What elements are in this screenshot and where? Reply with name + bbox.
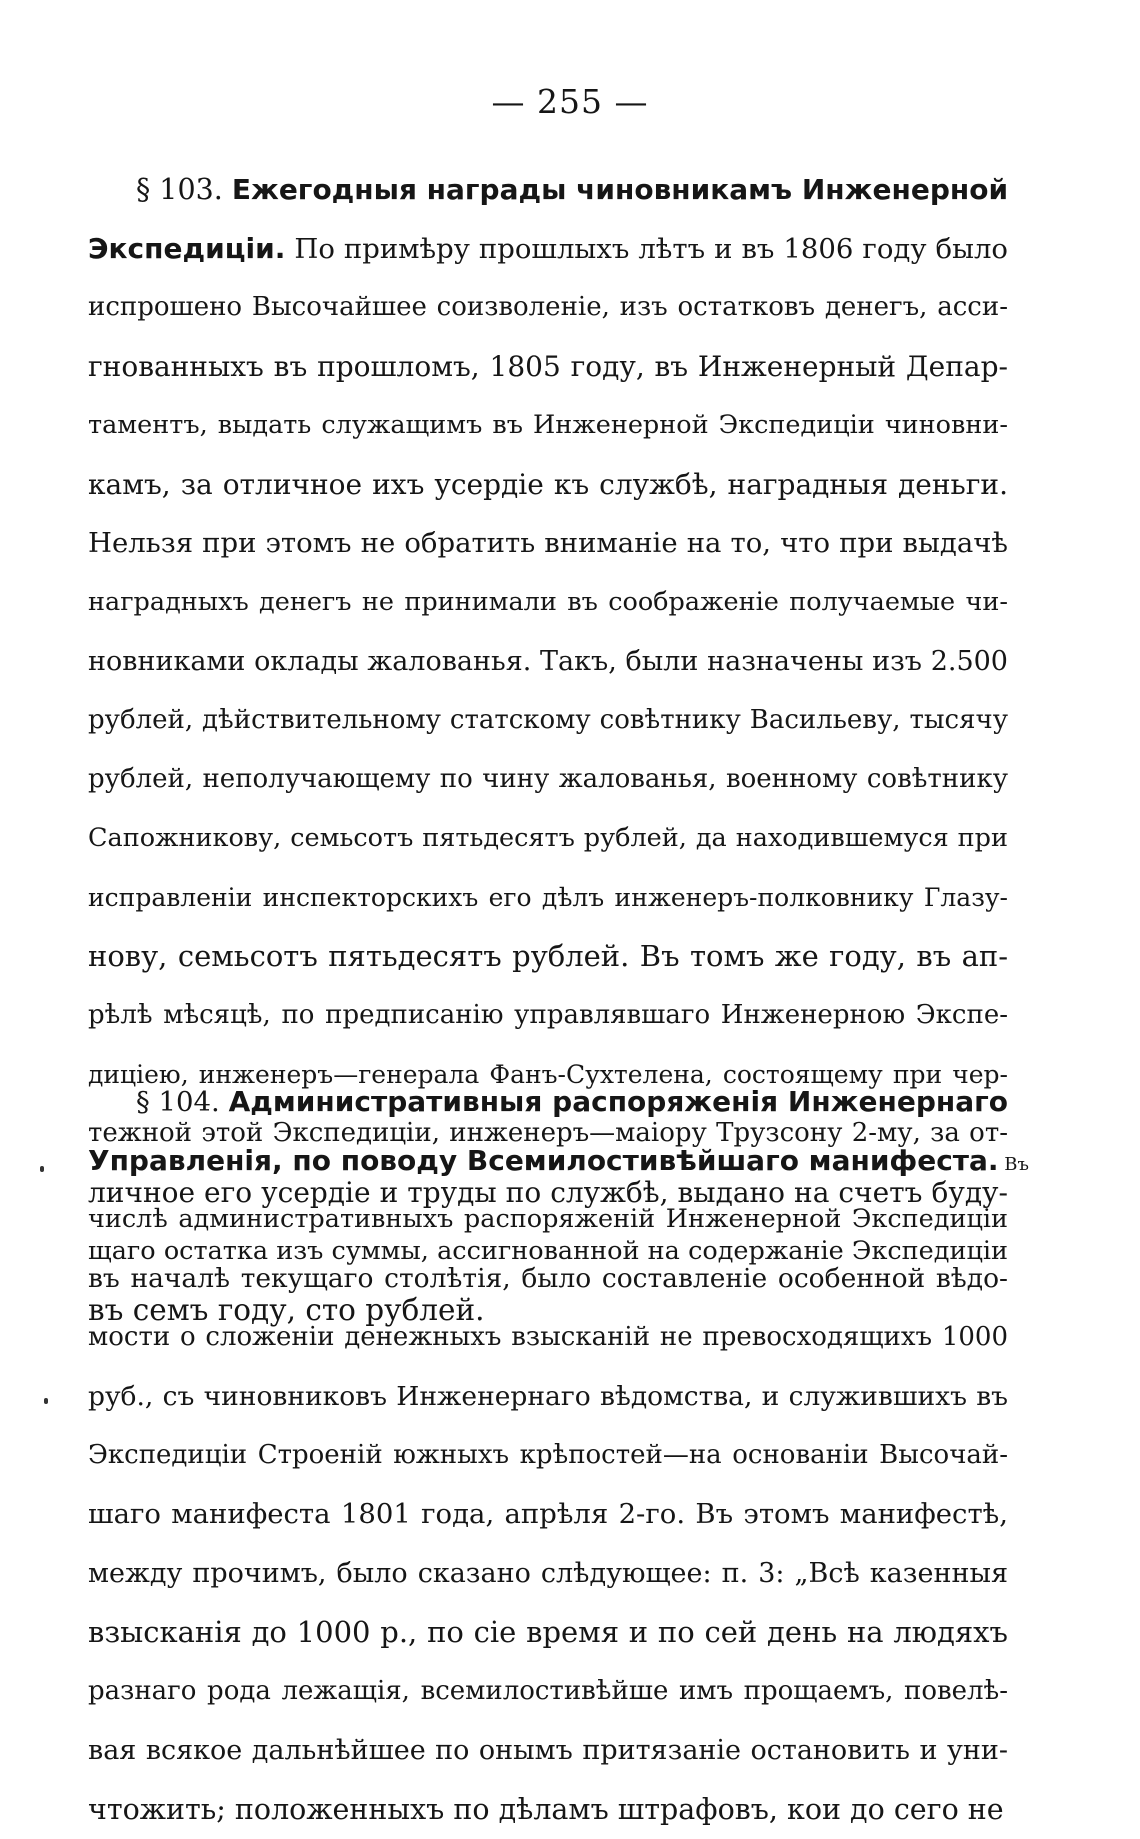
body-text: гнованныхъ въ прошломъ, 1805 году, въ Инженерный Депар- [88, 350, 1008, 383]
body-text: таментъ, выдать служащимъ въ Инженерной Экспедиціи чиновни- [88, 410, 1008, 440]
text-line [88, 1367, 1008, 1426]
text-line [88, 691, 1008, 750]
body-text: щаго остатка изъ суммы, ассигнованной на содержаніе Экспедиціи [88, 1236, 1008, 1266]
body-text: новниками оклады жалованья. Такъ, были назначены изъ 2.500 [88, 646, 1008, 677]
section-heading: Ежегодныя награды чиновникамъ Инженерной [231, 173, 1009, 206]
body-text: числѣ административныхъ распоряженій Инженерной Экспедиціи [88, 1204, 1008, 1234]
body-text: испрошено Высочайшее соизволеніе, изъ остатковъ денегъ, асси- [88, 292, 1008, 322]
text-line [88, 927, 1008, 986]
body-text: чтожить; положенныхъ по дѣламъ штрафовъ, кои до сего не [88, 1793, 1004, 1826]
body-text: тежной этой Экспедиціи, инженеръ—маіору Трузсону 2-му, за от- [88, 1118, 1008, 1148]
text-line [88, 1780, 1008, 1839]
text-line [88, 396, 1008, 455]
body-text: нову, семьсотъ пятьдесятъ рублей. Въ томъ же году, въ ап- [88, 939, 1008, 973]
text-line [88, 1721, 1008, 1780]
body-text: Нельзя при этомъ не обратить вниманіе на то, что при выдачѣ [88, 527, 1008, 559]
section-104 [88, 1072, 1029, 1839]
body-text: исправленіи инспекторскихъ его дѣлъ инженеръ-полковнику Глазу- [88, 883, 1008, 912]
print-speck [44, 1398, 48, 1404]
text-line [88, 1072, 1008, 1131]
body-text: § 103. [136, 173, 232, 206]
text-line [88, 219, 1008, 278]
body-text: руб., съ чиновниковъ Инженернаго вѣдомства, и служившихъ въ [88, 1381, 1008, 1412]
section-heading: Управленія, по поводу Всемилостивѣйшаго манифеста. [88, 1144, 999, 1177]
section-heading: Экспедиціи. [88, 232, 286, 265]
body-text: наградныхъ денегъ не принимали въ соображеніе получаемые чи- [88, 587, 1008, 617]
section-heading: Административныя распоряженія Инженернаго [228, 1085, 1008, 1118]
body-text: Экспедиціи Строеній южныхъ крѣпостей—на основаніи Высочай- [88, 1440, 1008, 1470]
text-line [88, 278, 1008, 337]
body-text: § 104. [136, 1086, 229, 1118]
body-text: въ семъ году, сто рублей. [88, 1293, 485, 1327]
body-text: между прочимъ, было сказано слѣдующее: п. 3: „Всѣ казенныя [88, 1558, 1008, 1589]
text-line [88, 1308, 1008, 1367]
body-text: въ началѣ текущаго столѣтія, было составленіе особенной вѣдо- [88, 1263, 1008, 1294]
text-line [88, 1603, 1008, 1662]
body-text: разнаго рода лежащія, всемилостивѣйше имъ прощаемъ, повелѣ- [88, 1676, 1008, 1706]
text-line [88, 573, 1008, 632]
text-line [88, 868, 1008, 927]
body-text: мости о сложеніи денежныхъ взысканій не превосходящихъ 1000 [88, 1322, 1008, 1352]
text-line [88, 455, 1008, 514]
text-line [88, 750, 1008, 809]
print-speck [40, 1166, 44, 1172]
body-text: диціею, инженеръ—генерала Фанъ-Сухтелена, состоящему при чер- [88, 1060, 1008, 1089]
body-text: шаго манифеста 1801 года, апрѣля 2-го. Въ этомъ манифестѣ, [88, 1498, 1008, 1530]
text-line [88, 1544, 1008, 1603]
body-text: личное его усердіе и труды по службѣ, выдано на счетъ буду- [88, 1176, 1008, 1209]
body-text: рублей, дѣйствительному статскому совѣтнику Васильеву, тысячу [88, 705, 1008, 735]
text-line [88, 632, 1008, 691]
text-line [88, 1426, 1008, 1485]
body-text: Сапожникову, семьсотъ пятьдесятъ рублей, да находившемуся при [88, 823, 1008, 853]
text-line [88, 809, 1008, 868]
body-text: Въ [998, 1154, 1029, 1175]
body-text: рублей, неполучающему по чину жалованья, военному совѣтнику [88, 764, 1008, 794]
text-line [88, 986, 1008, 1045]
text-line [88, 514, 1008, 573]
page-number: — 255 — [491, 82, 649, 121]
body-text: камъ, за отличное ихъ усердіе къ службѣ, наградныя деньги. [88, 468, 1008, 501]
text-line [88, 1662, 1008, 1721]
text-line [88, 160, 1008, 219]
text-line [88, 1249, 1008, 1308]
body-text: взысканія до 1000 р., по сіе время и по сей день на людяхъ [88, 1615, 1008, 1649]
body-text: рѣлѣ мѣсяцѣ, по предписанію управлявшаго Инженерною Экспе- [88, 1000, 1008, 1030]
text-line [88, 1190, 1008, 1249]
body-text: вая всякое дальнѣйшее по онымъ притязаніе остановить и уни- [88, 1735, 1008, 1766]
text-line [88, 337, 1008, 396]
text-line [88, 1131, 1029, 1190]
text-line [88, 1485, 1008, 1544]
body-text: По примѣру прошлыхъ лѣтъ и въ 1806 году было [285, 233, 1008, 265]
